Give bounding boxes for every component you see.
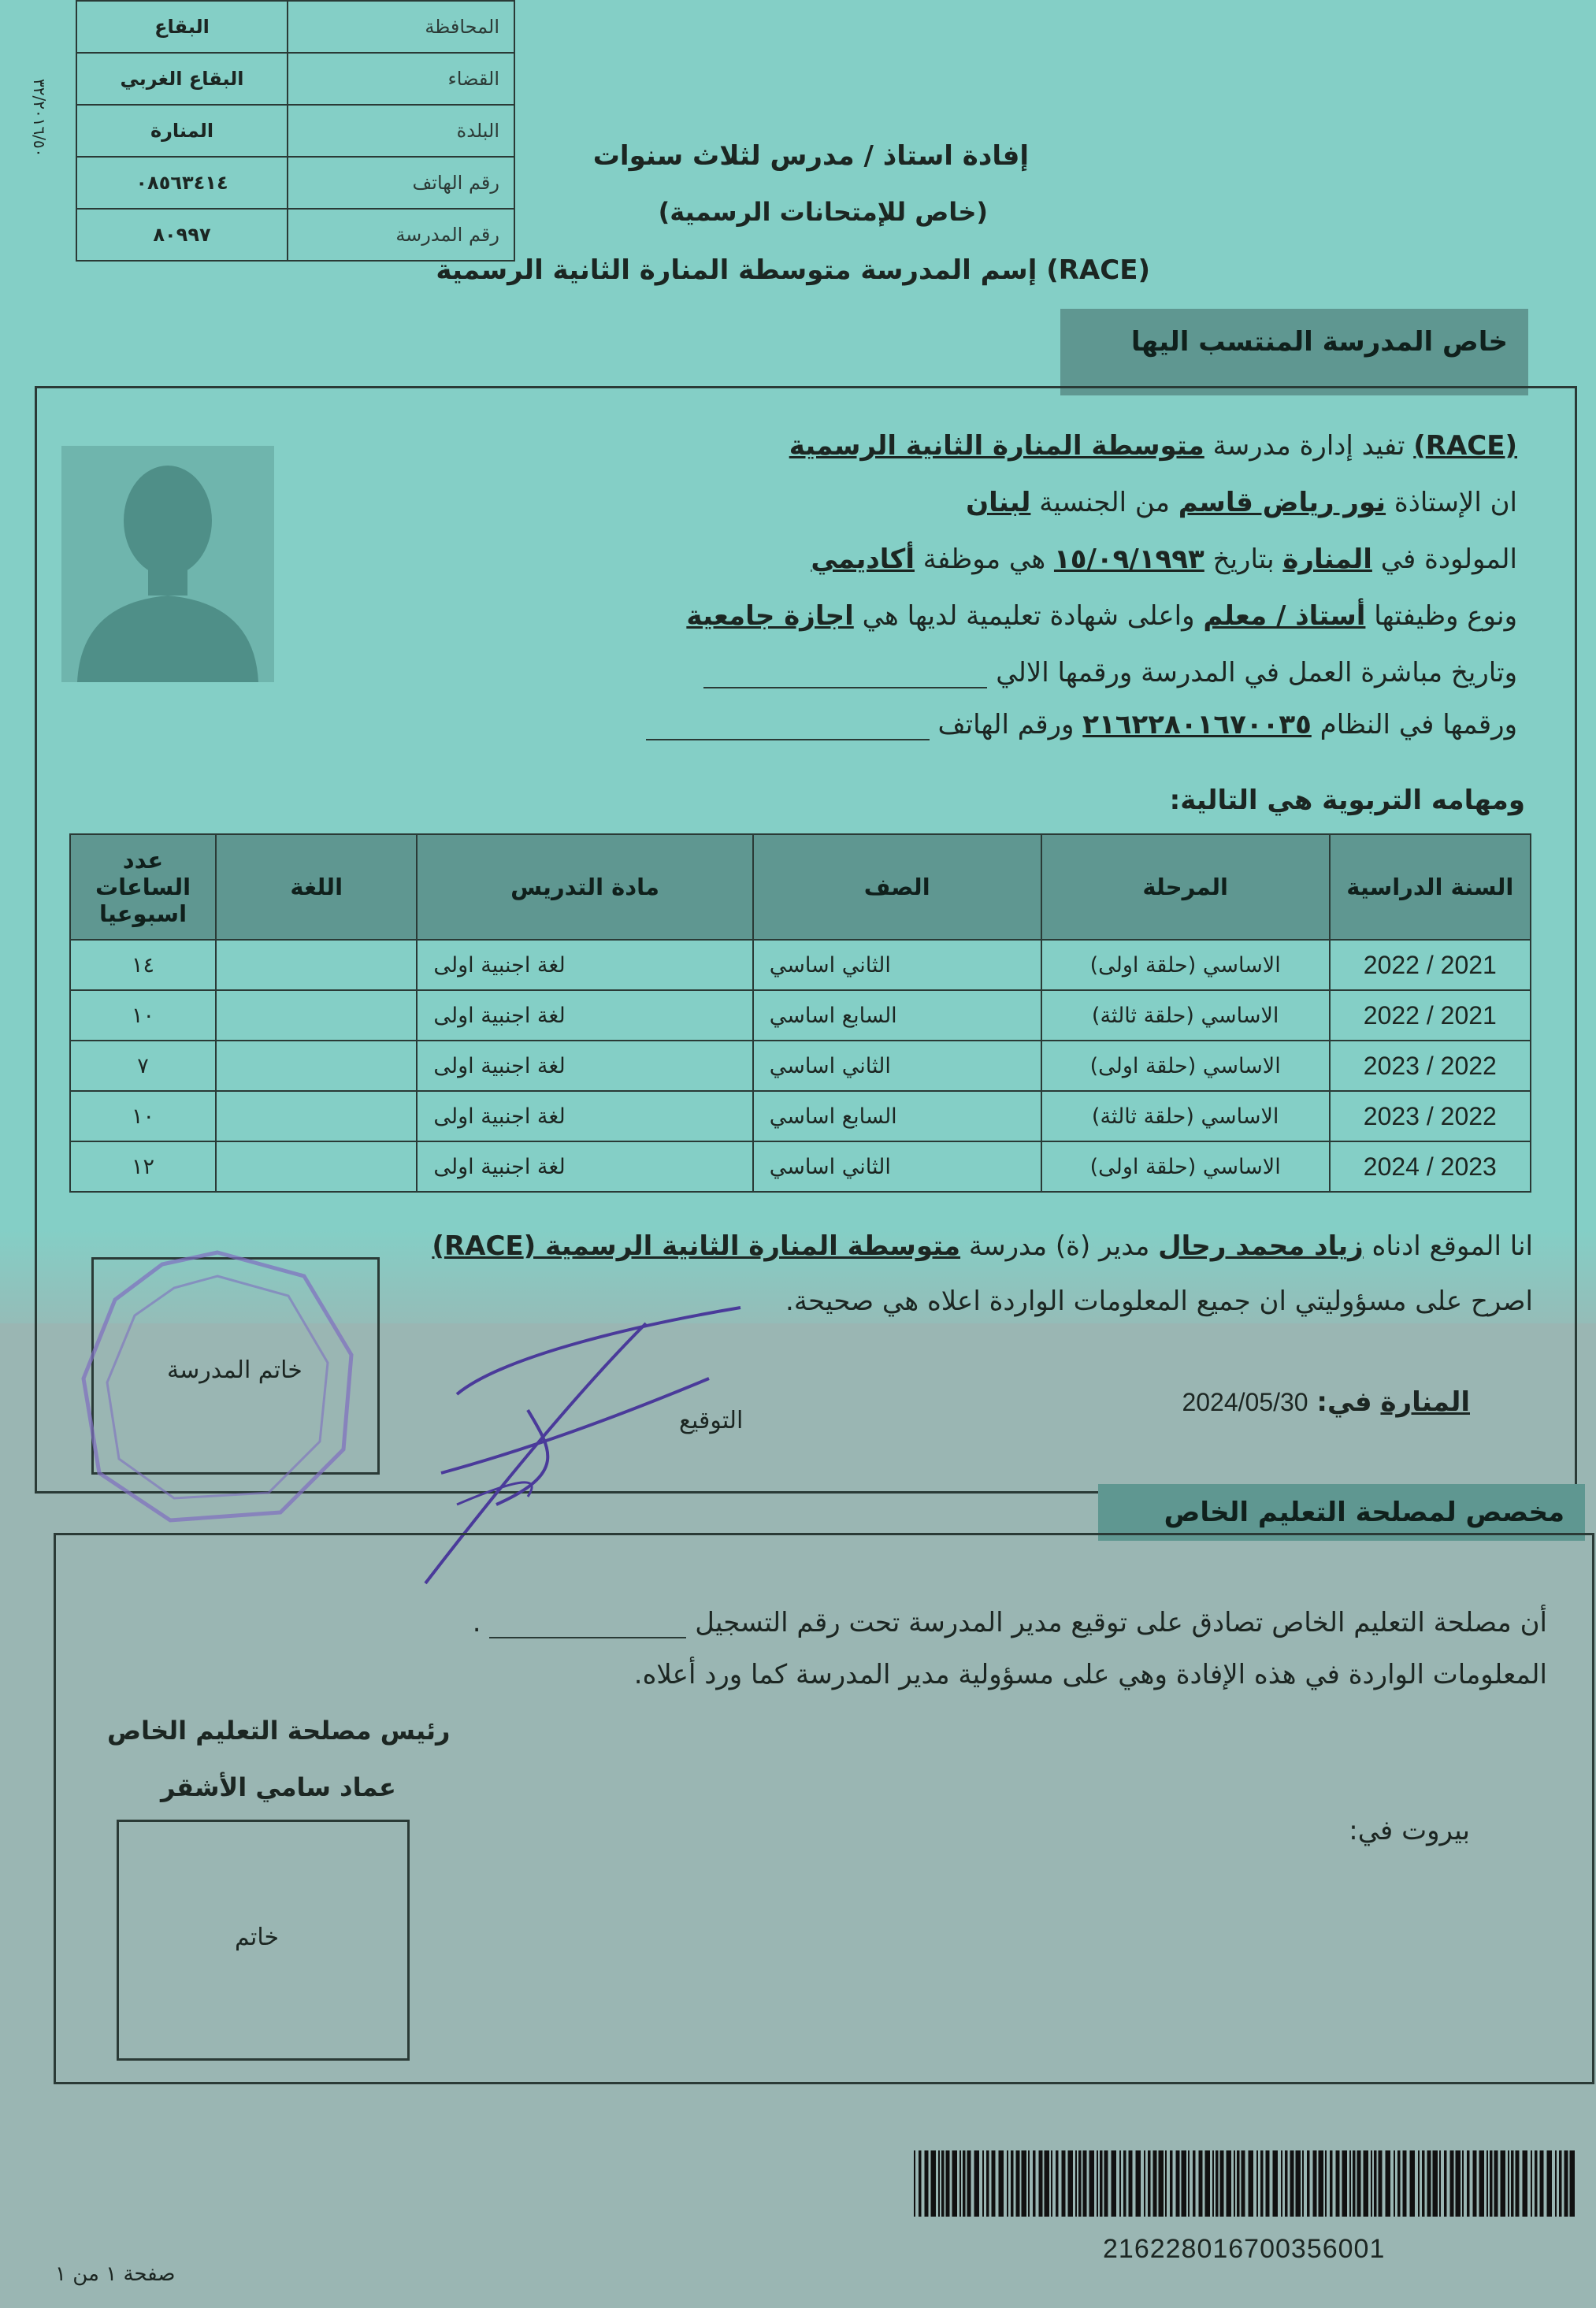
info-value: المنارة: [76, 105, 288, 157]
barcode-bar: [1148, 2150, 1151, 2217]
phone-blank: [646, 739, 930, 740]
barcode-bar: [1193, 2150, 1196, 2217]
private-education-header: مخصص لمصلحة التعليم الخاص: [1098, 1484, 1585, 1541]
barcode-bar: [1410, 2150, 1416, 2217]
column-header: السنة الدراسية: [1330, 834, 1531, 940]
barcode-bar: [999, 2150, 1004, 2217]
barcode-number: 216228016700356001: [1103, 2234, 1386, 2264]
barcode-bar: [1129, 2150, 1133, 2217]
barcode-bar: [1182, 2150, 1187, 2217]
text: وتاريخ مباشرة العمل في المدرسة ورقمها الالي: [996, 657, 1517, 688]
info-row: [76, 1, 514, 53]
approval-line-2: [634, 1659, 1547, 1690]
school-section-header: خاص المدرسة المنتسب اليها: [1060, 309, 1528, 395]
barcode-bar: [1479, 2150, 1485, 2217]
barcode-bar: [1112, 2150, 1117, 2217]
barcode-bar: [1473, 2150, 1477, 2217]
barcode-bar: [1104, 2150, 1108, 2217]
barcode-bar: [1342, 2150, 1348, 2217]
table-row: [70, 1041, 1531, 1091]
cell-hours: ١٠: [70, 1091, 216, 1141]
info-label: رقم المدرسة: [288, 209, 514, 261]
barcode-bar: [1487, 2150, 1488, 2217]
declaration-place-date: [1182, 1386, 1470, 1418]
barcode-bar: [1462, 2150, 1464, 2217]
registration-blank: [489, 1637, 686, 1638]
school-name-line: (RACE) إسم المدرسة متوسطة المنارة الثانية الرسمية: [436, 254, 1150, 286]
degree: اجازة جامعية: [686, 600, 854, 632]
barcode-bar: [1555, 2150, 1557, 2217]
school-name: متوسطة المنارة الثانية الرسمية: [789, 430, 1204, 462]
barcode-bar: [1285, 2150, 1288, 2217]
cell-lang: [216, 1041, 417, 1091]
cell-grade: السابع اساسي: [753, 990, 1041, 1041]
barcode-bar: [1199, 2150, 1203, 2217]
barcode-bar: [1216, 2150, 1219, 2217]
barcode-bar: [1559, 2150, 1562, 2217]
info-row: [76, 105, 514, 157]
barcode-bar: [1516, 2150, 1520, 2217]
cell-stage: الاساسي (حلقة ثالثة): [1041, 990, 1330, 1041]
cell-stage: الاساسي (حلقة اولى): [1041, 1041, 1330, 1091]
barcode-bar: [1403, 2150, 1407, 2217]
barcode-bar: [1068, 2150, 1074, 2217]
department-head-name: عماد سامي الأشقر: [161, 1772, 396, 1802]
barcode-bar: [938, 2150, 940, 2217]
barcode-bar: [1062, 2150, 1066, 2217]
cell-subject: لغة اجنبية اولى: [417, 990, 752, 1041]
barcode-bar: [1349, 2150, 1351, 2217]
barcode-bar: [1022, 2150, 1027, 2217]
barcode-bar: [1028, 2150, 1030, 2217]
approval-line-1: [473, 1607, 1547, 1638]
barcode-bar: [1097, 2150, 1098, 2217]
barcode-bar: [1083, 2150, 1087, 2217]
barcode-bar: [1051, 2150, 1052, 2217]
barcode-bar: [1364, 2150, 1369, 2217]
info-row: [76, 209, 514, 261]
barcode-bar: [1357, 2150, 1361, 2217]
barcode-bar: [1501, 2150, 1506, 2217]
auto-number-blank: [703, 687, 987, 688]
barcode-bar: [1237, 2150, 1240, 2217]
text: المعلومات الواردة في هذه الإفادة وهي على مسؤولية مدير المدرسة كما ورد أعلاه.: [633, 1659, 1547, 1690]
barcode-bar: [1273, 2150, 1279, 2217]
barcode-bar: [1123, 2150, 1126, 2217]
info-value: البقاع الغربي: [76, 53, 288, 105]
cell-hours: ٧: [70, 1041, 216, 1091]
barcode-bar: [941, 2150, 945, 2217]
cell-grade: الثاني اساسي: [753, 1141, 1041, 1192]
barcode-bar: [1386, 2150, 1391, 2217]
barcode-bar: [1011, 2150, 1014, 2217]
barcode-bar: [1227, 2150, 1232, 2217]
barcode-bar: [952, 2150, 958, 2217]
barcode-bar: [914, 2150, 915, 2217]
info-label: المحافظة: [288, 1, 514, 53]
text: واعلى شهادة تعليمية لديها هي: [862, 600, 1195, 632]
barcode-bar: [1494, 2150, 1498, 2217]
text: ورقمها في النظام: [1319, 709, 1517, 740]
text: تفيد إدارة مدرسة: [1212, 430, 1405, 462]
barcode-bar: [1078, 2150, 1082, 2217]
barcode-bar: [1523, 2150, 1528, 2217]
barcode-bar: [1394, 2150, 1395, 2217]
employee-type: أكاديمي: [811, 544, 915, 575]
barcode-bar: [1307, 2150, 1310, 2217]
declaration-school: متوسطة المنارة الثانية الرسمية (RACE): [432, 1230, 961, 1262]
barcode-bar: [1290, 2150, 1294, 2217]
info-value: البقاع: [76, 1, 288, 53]
cell-hours: ١٤: [70, 940, 216, 990]
intro-line-2: [966, 487, 1517, 518]
barcode-bar: [1089, 2150, 1095, 2217]
duties-table: [69, 833, 1531, 1193]
barcode-bar: [1450, 2150, 1454, 2217]
cell-grade: السابع اساسي: [753, 1091, 1041, 1141]
text: هي موظفة: [922, 544, 1046, 575]
barcode-bar: [1313, 2150, 1317, 2217]
barcode-bar: [967, 2150, 971, 2217]
declaration-place: المنارة: [1380, 1386, 1470, 1418]
barcode-bar: [1444, 2150, 1447, 2217]
declaration-date: 2024/05/30: [1182, 1388, 1308, 1416]
info-value: ٨٠٩٩٧: [76, 209, 288, 261]
table-row: [70, 940, 1531, 990]
barcode-bar: [1153, 2150, 1157, 2217]
text: مدير (ة) مدرسة: [968, 1230, 1150, 1262]
cell-lang: [216, 940, 417, 990]
cell-year: 2022 / 2023: [1330, 1041, 1531, 1091]
barcode-bar: [1188, 2150, 1190, 2217]
cell-grade: الثاني اساسي: [753, 940, 1041, 990]
barcode-bar: [1535, 2150, 1538, 2217]
barcode-bar: [1467, 2150, 1470, 2217]
barcode-bar: [1433, 2150, 1438, 2217]
barcode-bar: [919, 2150, 922, 2217]
text: ان الإستاذة: [1394, 487, 1517, 518]
barcode-bar: [1397, 2150, 1401, 2217]
barcode-bar: [1119, 2150, 1121, 2217]
barcode-bar: [1249, 2150, 1254, 2217]
info-row: [76, 157, 514, 209]
system-number: ٢١٦٢٢٨٠١٦٧٠٠٣٥: [1082, 709, 1312, 740]
barcode-bar: [1176, 2150, 1180, 2217]
barcode-bar: [959, 2150, 961, 2217]
column-header: اللغة: [216, 834, 417, 940]
duties-title: ومهامه التربوية هي التالية:: [1169, 785, 1525, 816]
barcode-bar: [1056, 2150, 1059, 2217]
barcode-bar: [1144, 2150, 1145, 2217]
barcode-bar: [1296, 2150, 1301, 2217]
barcode-bar: [1439, 2150, 1441, 2217]
cell-lang: [216, 1091, 417, 1141]
barcode-bar: [1319, 2150, 1324, 2217]
signature-label: التوقيع: [679, 1407, 744, 1434]
barcode-bar: [1220, 2150, 1224, 2217]
table-row: [70, 990, 1531, 1041]
barcode-bar: [1033, 2150, 1036, 2217]
barcode-bar: [1281, 2150, 1282, 2217]
barcode-bar: [1353, 2150, 1356, 2217]
barcode-bar: [986, 2150, 989, 2217]
barcode-bar: [974, 2150, 980, 2217]
page-number: صفحة ١ من ١: [55, 2262, 176, 2286]
cell-subject: لغة اجنبية اولى: [417, 1041, 752, 1091]
barcode-bar: [1100, 2150, 1103, 2217]
director-name: زياد محمد رحال: [1158, 1230, 1364, 1262]
school-stamp-label: خاتم المدرسة: [167, 1356, 302, 1384]
cell-stage: الاساسي (حلقة اولى): [1041, 1141, 1330, 1192]
barcode-bar: [1260, 2150, 1264, 2217]
beirut-date: بيروت في:: [1349, 1815, 1470, 1846]
school-stamp-seal: [68, 1245, 367, 1528]
cell-subject: لغة اجنبية اولى: [417, 940, 752, 990]
column-header: الصف: [753, 834, 1041, 940]
barcode-bar: [1075, 2150, 1077, 2217]
text: .: [472, 1607, 481, 1638]
nationality: لبنان: [966, 487, 1031, 518]
barcode-bar: [1256, 2150, 1258, 2217]
info-label: القضاء: [288, 53, 514, 105]
race-label: (RACE): [1413, 430, 1517, 462]
barcode-bar: [1570, 2150, 1576, 2217]
birthdate: ١٥/٠٩/١٩٩٣: [1053, 544, 1204, 575]
intro-line-3: [811, 544, 1517, 575]
cell-grade: الثاني اساسي: [753, 1041, 1041, 1091]
text: ورقم الهاتف: [937, 709, 1075, 740]
table-row: [70, 1141, 1531, 1192]
barcode-bar: [1379, 2150, 1383, 2217]
cell-subject: لغة اجنبية اولى: [417, 1091, 752, 1141]
barcode-bar: [992, 2150, 996, 2217]
text: بتاريخ: [1212, 544, 1275, 575]
column-header: المرحلة: [1041, 834, 1330, 940]
column-header: عدد الساعات اسبوعيا: [70, 834, 216, 940]
text: من الجنسية: [1039, 487, 1170, 518]
barcode-bar: [1039, 2150, 1043, 2217]
barcode-bar: [982, 2150, 984, 2217]
declaration-line-2: [785, 1286, 1533, 1317]
cell-year: 2021 / 2022: [1330, 990, 1531, 1041]
barcode-bar: [931, 2150, 937, 2217]
barcode-bar: [1165, 2150, 1167, 2217]
intro-line-1: [789, 430, 1517, 462]
info-label: رقم الهاتف: [288, 157, 514, 209]
barcode-bar: [1564, 2150, 1568, 2217]
intro-line-4: [686, 600, 1517, 632]
cell-year: 2022 / 2023: [1330, 1091, 1531, 1141]
barcode-bar: [1330, 2150, 1333, 2217]
text: أن مصلحة التعليم الخاص تصادق على توقيع مدير المدرسة تحت رقم التسجيل: [695, 1607, 1547, 1638]
column-header: مادة التدريس: [417, 834, 752, 940]
barcode-bar: [1540, 2150, 1544, 2217]
table-row: [70, 1091, 1531, 1141]
barcode: [914, 2150, 1580, 2217]
barcode-bar: [1045, 2150, 1050, 2217]
barcode-bar: [1547, 2150, 1553, 2217]
barcode-bar: [1302, 2150, 1304, 2217]
barcode-bar: [1234, 2150, 1235, 2217]
barcode-bar: [1016, 2150, 1020, 2217]
barcode-bar: [1511, 2150, 1514, 2217]
intro-line-6: [646, 709, 1517, 740]
barcode-bar: [1418, 2150, 1420, 2217]
declaration-line-1: [432, 1230, 1533, 1262]
barcode-bar: [925, 2150, 929, 2217]
page-title: إفادة استاذ / مدرس لثلاث سنوات: [592, 140, 1029, 172]
cell-lang: [216, 990, 417, 1041]
cell-stage: الاساسي (حلقة ثالثة): [1041, 1091, 1330, 1141]
barcode-bar: [1159, 2150, 1164, 2217]
barcode-bar: [1266, 2150, 1270, 2217]
text: انا الموقع ادناه: [1371, 1230, 1533, 1262]
cell-year: 2023 / 2024: [1330, 1141, 1531, 1192]
school-info-table: [76, 0, 515, 262]
text: المولودة في: [1380, 544, 1517, 575]
info-value: ٠٨٥٦٣٤١٤: [76, 157, 288, 209]
cell-lang: [216, 1141, 417, 1192]
birthplace: المنارة: [1282, 544, 1372, 575]
barcode-bar: [1371, 2150, 1372, 2217]
barcode-bar: [1136, 2150, 1141, 2217]
barcode-bar: [1508, 2150, 1509, 2217]
cell-hours: ١٢: [70, 1141, 216, 1192]
person-silhouette-icon: [61, 446, 274, 682]
barcode-bar: [1242, 2150, 1245, 2217]
cell-subject: لغة اجنبية اولى: [417, 1141, 752, 1192]
barcode-bar: [1422, 2150, 1425, 2217]
cell-year: 2021 / 2022: [1330, 940, 1531, 990]
cell-stage: الاساسي (حلقة اولى): [1041, 940, 1330, 990]
text: في:: [1316, 1386, 1372, 1418]
cell-hours: ١٠: [70, 990, 216, 1041]
department-head-title: رئيس مصلحة التعليم الخاص: [107, 1716, 451, 1746]
barcode-bar: [1325, 2150, 1327, 2217]
text: ونوع وظيفتها: [1374, 600, 1517, 632]
barcode-bar: [1427, 2150, 1431, 2217]
teacher-name: نور رياض قاسم: [1178, 487, 1386, 518]
barcode-bar: [1374, 2150, 1377, 2217]
text: اصرح على مسؤوليتي ان جميع المعلومات الواردة اعلاه هي صحيحة.: [785, 1286, 1533, 1317]
barcode-bar: [1531, 2150, 1532, 2217]
info-row: [76, 53, 514, 105]
barcode-bar: [1205, 2150, 1211, 2217]
info-label: البلدة: [288, 105, 514, 157]
barcode-bar: [1456, 2150, 1461, 2217]
barcode-bar: [963, 2150, 966, 2217]
barcode-bar: [1490, 2150, 1493, 2217]
barcode-bar: [1170, 2150, 1173, 2217]
barcode-bar: [1336, 2150, 1340, 2217]
job-type: أستاذ / معلم: [1203, 600, 1366, 632]
department-stamp-label: خاتم: [235, 1924, 280, 1951]
barcode-bar: [1007, 2150, 1008, 2217]
barcode-bar: [946, 2150, 950, 2217]
side-code: ٣٢/٢٠١٦/٥٠: [30, 79, 49, 158]
page-subtitle: (خاص للإمتحانات الرسمية): [658, 197, 988, 227]
barcode-bar: [1212, 2150, 1214, 2217]
intro-line-5: [703, 657, 1517, 688]
